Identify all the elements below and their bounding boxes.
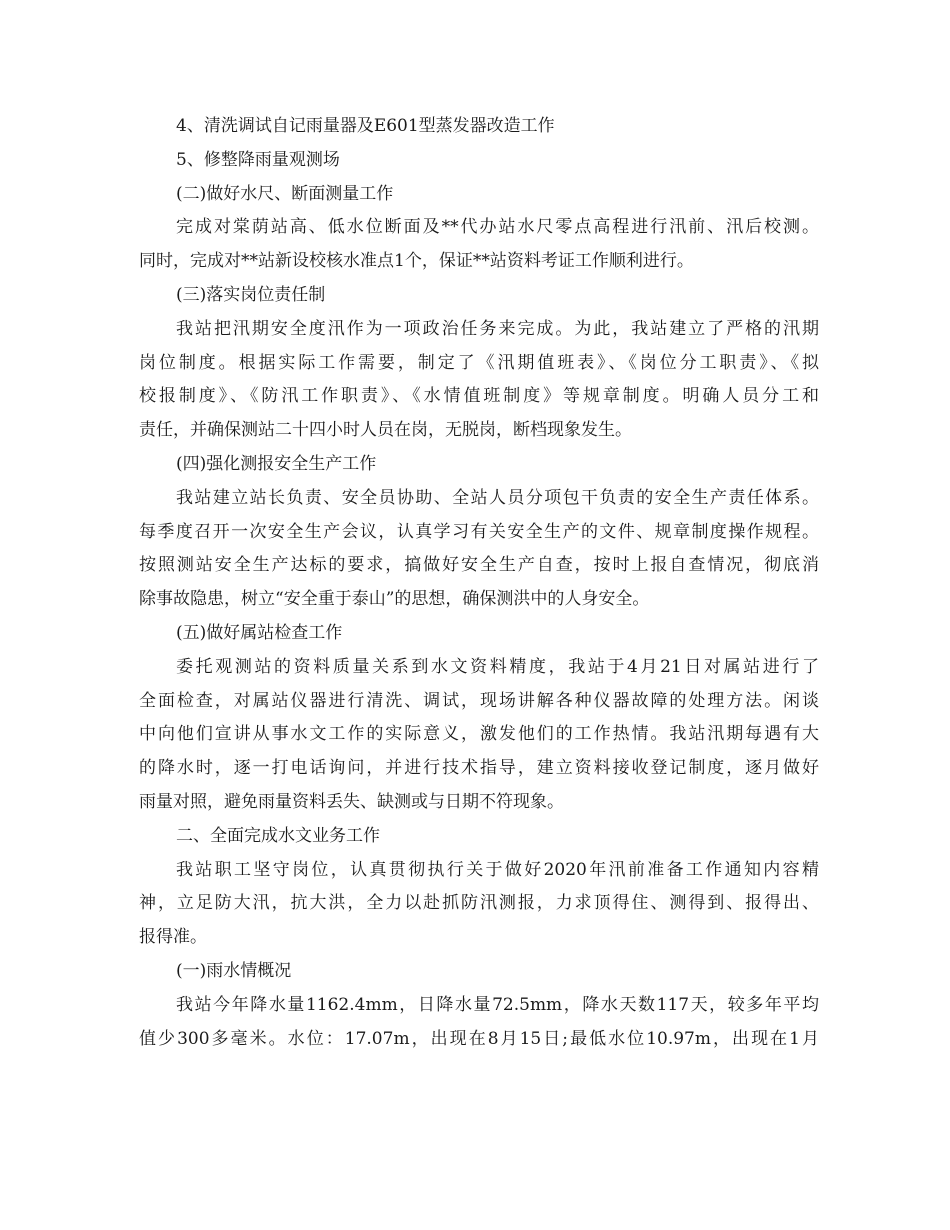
text-line: 责任，并确保测站二十四小时人员在岗，无脱岗，断档现象发生。 [139,420,632,441]
text-line: 完成对棠荫站高、低水位断面及**代办站水尺零点高程进行汛前、汛后校测。 [176,217,819,238]
text-line: 我站建立站长负责、安全员协助、全站人员分项包干负责的安全生产责任体系。 [176,487,819,508]
text-line: 5、修整降雨量观测场 [176,149,340,170]
text-line: 报得准。 [139,927,207,948]
text-line: 我站职工坚守岗位，认真贯彻执行关于做好2020年汛前准备工作通知内容精 [176,859,819,880]
text-line: 委托观测站的资料质量关系到水文资料精度，我站于4月21日对属站进行了 [176,656,819,677]
text-line: 4、清洗调试自记雨量器及E601型蒸发器改造工作 [176,116,555,136]
text-line: 二、全面完成水文业务工作 [176,825,380,846]
text-line: 我站今年降水量1162.4mm，日降水量72.5mm，降水天数117天，较多年平均 [176,994,819,1015]
text-line: 神，立足防大汛，抗大洪，全力以赴抓防汛测报，力求顶得住、测得到、报得出、 [139,893,819,914]
text-line: 每季度召开一次安全生产会议，认真学习有关安全生产的文件、规章制度操作规程。 [139,521,819,542]
text-line: (一)雨水情概况 [176,960,292,981]
text-line: 校报制度》、《防汛工作职责》、《水情值班制度》等规章制度。明确人员分工和 [139,386,819,407]
text-line: (五)做好属站检查工作 [176,622,343,643]
text-line: 按照测站安全生产达标的要求，搞做好安全生产自查，按时上报自查情况，彻底消 [139,555,819,576]
text-line: 我站把汛期安全度汛作为一项政治任务来完成。为此，我站建立了严格的汛期 [176,318,819,339]
text-line: 岗位制度。根据实际工作需要，制定了《汛期值班表》、《岗位分工职责》、《拟 [139,352,819,373]
text-line: (四)强化测报安全生产工作 [176,453,377,474]
text-line: 中向他们宣讲从事水文工作的实际意义，激发他们的工作热情。我站汛期每遇有大 [139,724,819,745]
text-line: (二)做好水尺、断面测量工作 [176,183,394,204]
text-line: 全面检查，对属站仪器进行清洗、调试，现场讲解各种仪器故障的处理方法。闲谈 [139,690,819,711]
document-page [139,110,819,1056]
text-line: 除事故隐患，树立“安全重于泰山”的思想，确保测洪中的人身安全。 [139,589,650,610]
text-line: 同时，完成对**站新设校核水准点1个，保证**站资料考证工作顺利进行。 [139,251,694,272]
text-line: (三)落实岗位责任制 [176,284,326,305]
text-line: 的降水时，逐一打电话询问，并进行技术指导，建立资料接收登记制度，逐月做好 [139,758,819,779]
text-line: 雨量对照，避免雨量资料丢失、缺测或与日期不符现象。 [139,791,564,812]
text-line: 值少300多毫米。水位：17.07m，出现在8月15日;最低水位10.97m，出现在1月 [139,1028,819,1049]
